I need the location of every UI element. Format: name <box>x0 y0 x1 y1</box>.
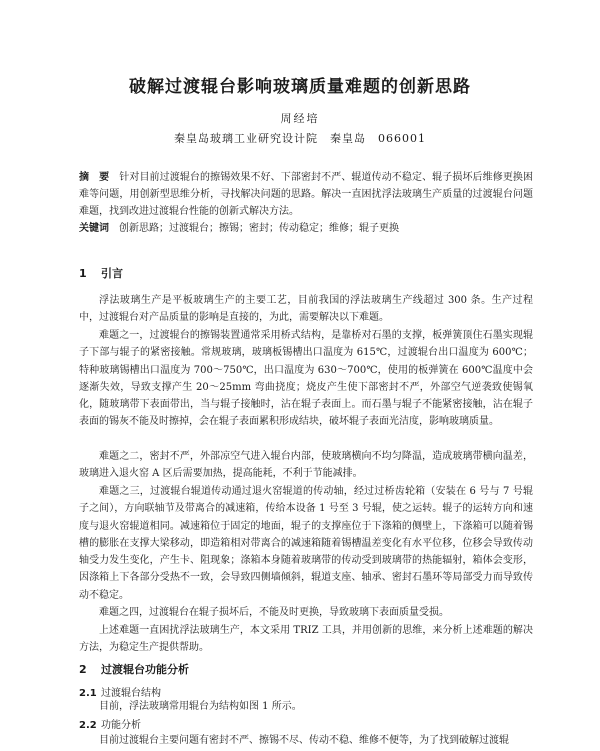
section-title: 过渡辊台功能分析 <box>101 663 189 676</box>
paragraph-approach: 上述难题一直困扰浮法玻璃生产，本文采用 TRIZ 工具，并用创新的思维，来分析上述难题的解决方法，为稳定生产提供帮助。 <box>79 625 533 654</box>
keywords-text: 创新思路；过渡辊台；擦锡；密封；传动稳定；维修；辊子更换 <box>119 223 399 234</box>
paragraph-problem-2: 难题之二，密封不严，外部凉空气进入辊台内部，使玻璃横向不均匀降温，造成玻璃带横向温差，玻璃进入退火窑 A 区后需要加热，提高能耗，不利于节能减排。 <box>79 451 533 480</box>
abstract-label: 摘 要 <box>79 172 110 183</box>
subsection-number: 2.2 <box>79 720 97 731</box>
subsection-heading-2-1 <box>79 684 161 699</box>
section-number: 1 <box>79 267 87 280</box>
paragraph-function: 目前过渡辊台主要问题有密封不严、擦锡不尽、传动不稳、维修不便等，为了找到破解过渡辊 <box>99 735 509 746</box>
abstract-text: 针对目前过渡辊台的擦锡效果不好、下部密封不严、辊道传动不稳定、辊子损坏后维修更换困难等问题，用创新型思维分析，寻找解决问题的思路。解决一直困扰浮法玻璃生产质量的过渡辊台问题难题，找到改进过渡辊台性能的创新式解决方法。 <box>79 172 534 217</box>
subsection-heading-2-2 <box>79 716 141 731</box>
section-number: 2 <box>79 663 87 676</box>
section-title: 引言 <box>101 267 123 280</box>
section-heading-1 <box>79 265 123 281</box>
section-heading-2 <box>79 661 189 677</box>
paper-title: 破解过渡辊台影响玻璃质量难题的创新思路 <box>129 77 471 97</box>
affiliation: 秦皇岛玻璃工业研究设计院 秦皇岛 066001 <box>174 132 426 145</box>
paragraph-problem-3: 难题之三，过渡辊台辊道传动通过退火窑辊道的传动轴，经过过桥齿轮箱（安装在 6 号与 7 号辊子之间），方向联轴节及带离合的减速箱，传给本设备 1 号至 3 号辊，使之运转。辊子的运转方向和速度与退火窑辊道相同。减速箱位于固定的地面，辊子的支撑座位于下涤箱的侧壁上，下涤箱可以随着锡槽的膨胀在支撑大梁移动，即造箱相对带离合的减速箱随着锡槽温差变化有水平位移，位移会导致传动轴受力发生变化，产生卡、阻现象；涤箱本身随着玻璃带的传动受到玻璃带的热能辐射，箱体会变形，因涤箱上下各部分受热不一致，会导致四侧墙倾斜，辊道支座、轴承、密封石墨环等局部受力而导致传动不稳定。 <box>79 486 533 601</box>
paragraph-problem-1: 难题之一，过渡辊台的擦锡装置通常采用桥式结构，是靠桥对石墨的支撑，板弹簧顶住石墨实现辊子下部与辊子的紧密接触。常规玻璃，玻璃板锡槽出口温度为 615℃，过渡辊台出口温度为 600℃；特种玻璃锡槽出口温度为 700～750℃，出口温度为 630～700℃，使用的板弹簧在 600℃温度中会逐渐失效，导致支撑产生 20～25mm 弯曲挠度；烧皮产生使下部密封不严，外部空气逆袭致使锡氧化，随玻璃带下表面带出，当与辊子接触时，沾在辊子表面上。而石墨与辊子不能紧密接触，沾在辊子表面的锡灰不能及时擦掉，会在辊子表面累积形成结块，破坏辊子表面光洁度，影响玻璃质量。 <box>79 330 533 428</box>
author: 周经培 <box>280 112 320 125</box>
paragraph-intro: 浮法玻璃生产是平板玻璃生产的主要工艺，目前我国的浮法玻璃生产线超过 300 条。生产过程中，过渡辊台对产品质量的影响是直接的，为此，需要解决以下难题。 <box>79 295 533 324</box>
paragraph-problem-4: 难题之四，过渡辊台在辊子损坏后，不能及时更换，导致玻璃下表面质量受损。 <box>99 607 449 618</box>
subsection-title: 功能分析 <box>101 720 141 731</box>
subsection-title: 过渡辊台结构 <box>101 688 161 699</box>
keywords <box>79 220 533 237</box>
abstract <box>79 169 533 220</box>
paragraph-structure: 目前，浮法玻璃常用辊台为结构如图 1 所示。 <box>99 701 302 712</box>
keywords-label: 关键词 <box>79 223 109 234</box>
subsection-number: 2.1 <box>79 688 97 699</box>
